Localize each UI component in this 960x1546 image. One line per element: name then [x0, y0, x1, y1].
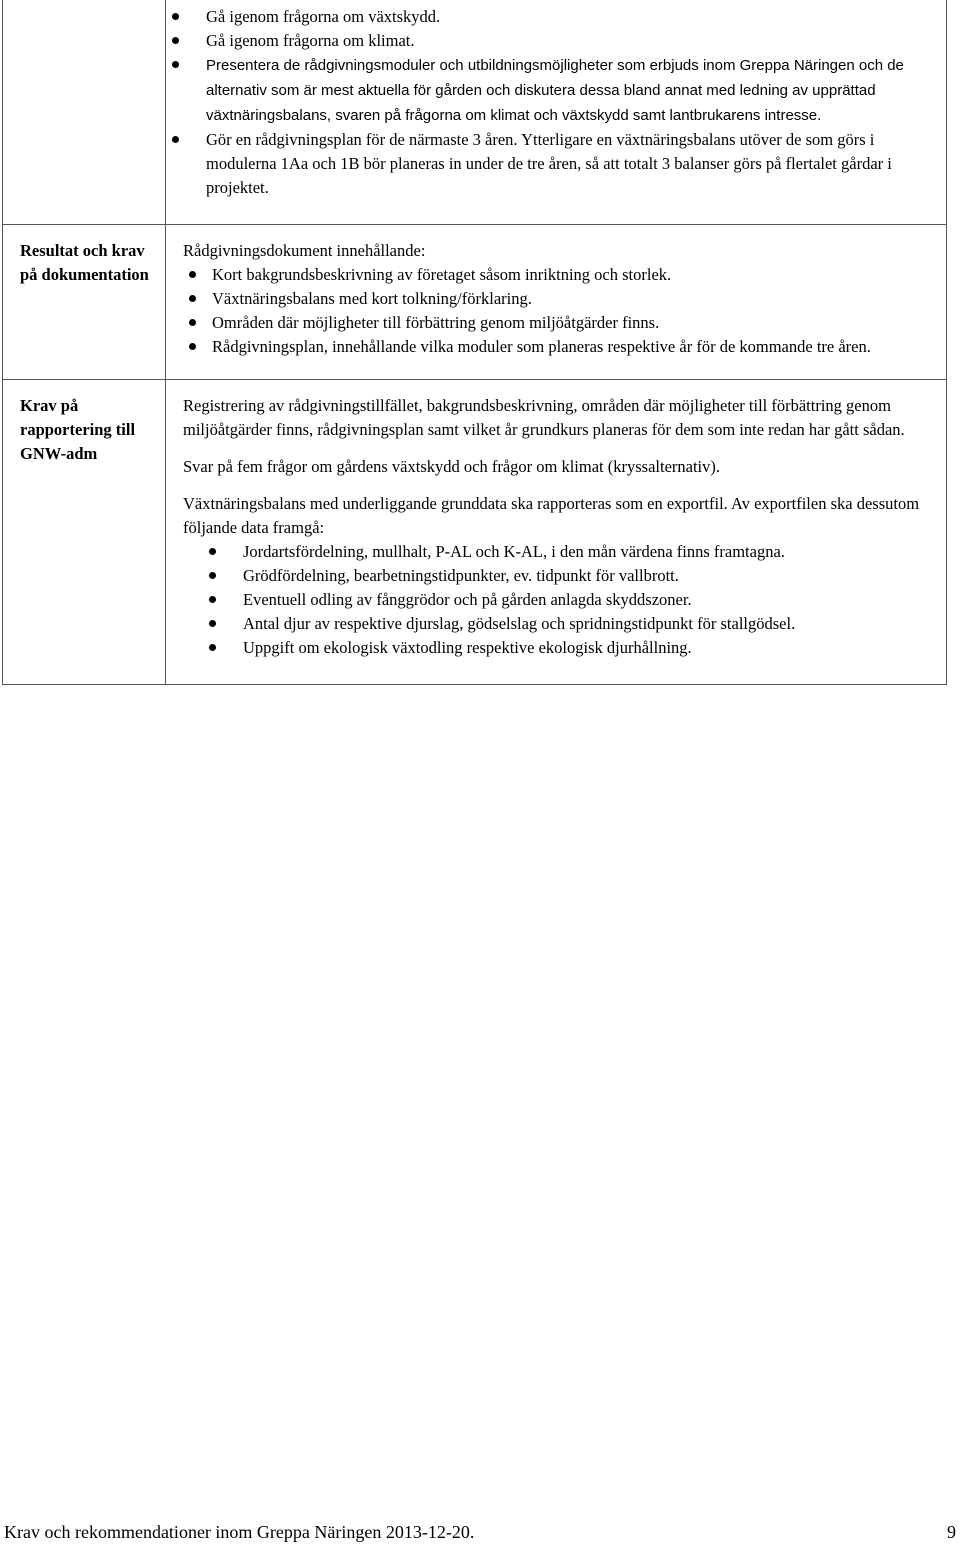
requirements-table — [2, 0, 947, 685]
list-item — [0, 5, 940, 29]
list-item — [183, 335, 940, 359]
list-item — [183, 287, 940, 311]
bullet-icon — [172, 13, 179, 20]
list-item — [183, 263, 940, 287]
bullet-icon — [189, 319, 196, 326]
list-item — [0, 53, 940, 128]
list-item-text: Gå igenom frågorna om växtskydd. — [206, 7, 441, 26]
list-item-text: Gå igenom frågorna om klimat. — [206, 31, 415, 50]
content-cell — [166, 225, 947, 380]
bullet-icon — [209, 644, 216, 651]
bullet-icon — [172, 136, 179, 143]
documentation-list — [183, 263, 940, 359]
bullet-icon — [189, 295, 196, 302]
advice-steps-list — [166, 5, 940, 200]
table-row-reporting — [3, 380, 947, 685]
bullet-icon — [209, 572, 216, 579]
list-item — [183, 612, 940, 636]
page-footer — [4, 1520, 956, 1544]
list-item-text: Områden där möjligheter till förbättring genom miljöåtgärder finns. — [212, 313, 660, 332]
list-item — [183, 540, 940, 564]
list-item-text: Antal djur av respektive djurslag, gödselslag och spridningstidpunkt för stallgödsel. — [243, 614, 796, 633]
bullet-icon — [209, 548, 216, 555]
reporting-paragraph: Svar på fem frågor om gårdens växtskydd och frågor om klimat (kryssalternativ). — [183, 457, 721, 476]
table-row-documentation — [3, 225, 947, 380]
content-cell — [166, 380, 947, 685]
documentation-intro: Rådgivningsdokument innehållande: — [183, 241, 426, 260]
list-item — [183, 564, 940, 588]
list-item-text: Rådgivningsplan, innehållande vilka moduler som planeras respektive år för de kommande tre åren. — [212, 337, 871, 356]
row-label: Resultat och krav på dokumentation — [20, 241, 149, 284]
bullet-icon — [189, 271, 196, 278]
list-item-text: Uppgift om ekologisk växtodling respektive ekologisk djurhållning. — [243, 638, 692, 657]
row-label: Krav på rapportering till GNW-adm — [20, 396, 136, 463]
bullet-icon — [189, 343, 196, 350]
reporting-paragraph: Växtnäringsbalans med underliggande grunddata ska rapporteras som en exportfil. Av exportfilen ska dessutom följande data framgå: — [183, 494, 920, 537]
list-item-text: Presentera de rådgivningsmoduler och utbildningsmöjligheter som erbjuds inom Greppa Näringen och de alternativ som är mest aktuella för gården och diskutera dessa bland annat med ledning av upprättad växtnäringsbalans, svaren på frågorna om klimat och växtskydd samt lantbrukarens intresse. — [206, 57, 904, 124]
reporting-paragraph: Registrering av rådgivningstillfället, bakgrundsbeskrivning, områden där möjligheter till förbättring genom miljöåtgärder finns, rådgivningsplan samt vilket år grundkurs planeras för dem som inte redan har gått sådan. — [183, 396, 905, 439]
list-item — [183, 588, 940, 612]
list-item — [0, 128, 940, 200]
page-number: 9 — [947, 1522, 956, 1542]
list-item — [183, 311, 940, 335]
list-item-text: Gör en rådgivningsplan för de närmaste 3 åren. Ytterligare en växtnäringsbalans utöver de som görs i modulerna 1Aa och 1B bör planeras in under de tre åren, så att totalt 3 balanser görs på flertalet gårdar i projektet. — [206, 130, 892, 197]
bullet-icon — [172, 61, 179, 68]
bullet-icon — [209, 596, 216, 603]
list-item-text: Kort bakgrundsbeskrivning av företaget såsom inriktning och storlek. — [212, 265, 672, 284]
content-cell — [166, 0, 947, 225]
list-item-text: Grödfördelning, bearbetningstidpunkter, ev. tidpunkt för vallbrott. — [243, 566, 679, 585]
label-cell — [3, 225, 166, 380]
list-item — [0, 29, 940, 53]
export-data-list — [183, 540, 940, 660]
list-item — [183, 636, 940, 660]
footer-text: Krav och rekommendationer inom Greppa Näringen 2013-12-20. — [4, 1522, 475, 1542]
list-item-text: Växtnäringsbalans med kort tolkning/förklaring. — [212, 289, 532, 308]
label-cell — [3, 380, 166, 685]
list-item-text: Eventuell odling av fånggrödor och på gården anlagda skyddszoner. — [243, 590, 692, 609]
table-row-advice-steps — [3, 0, 947, 225]
bullet-icon — [172, 37, 179, 44]
bullet-icon — [209, 620, 216, 627]
list-item-text: Jordartsfördelning, mullhalt, P-AL och K-AL, i den mån värdena finns framtagna. — [243, 542, 785, 561]
